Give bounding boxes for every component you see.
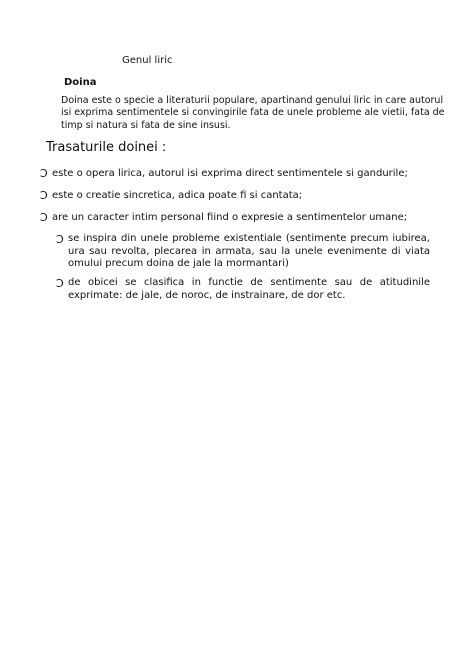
sub-list-line: se inspira din unele probleme existentiale (sentimente precum iubirea, bbox=[68, 233, 430, 244]
sub-list-line: ura sau revolta, plecarea in armata, sau la unele evenimente di viata bbox=[68, 245, 430, 257]
sub-list-item bbox=[56, 277, 430, 302]
section-heading: Trasaturile doinei : bbox=[46, 140, 167, 155]
bullet-icon: Ɔ bbox=[56, 233, 64, 246]
intro-line: timp si natura si fata de sine insusi. bbox=[61, 119, 231, 131]
bullet-icon: Ɔ bbox=[40, 189, 48, 202]
bullet-icon: Ɔ bbox=[56, 277, 64, 290]
list-item-text: este o creatie sincretica, adica poate fi si cantata; bbox=[52, 190, 303, 201]
list-item bbox=[40, 211, 407, 224]
list-item bbox=[40, 167, 408, 180]
bullet-icon: Ɔ bbox=[40, 167, 48, 180]
intro-line: Doina este o specie a literaturii populare, apartinand genului liric in care autorul bbox=[61, 95, 444, 106]
intro-line: isi exprima sentimentele si convingirile fata de unele probleme ale vietii, fata de bbox=[61, 107, 445, 119]
intro-paragraph bbox=[61, 95, 445, 132]
bullet-icon: Ɔ bbox=[40, 211, 48, 224]
sub-list-line: de obicei se clasifica in functie de sentimente sau de atitudinile bbox=[68, 277, 430, 288]
document-subtitle: Doina bbox=[64, 77, 97, 88]
sub-list-item-text bbox=[68, 233, 430, 271]
list-item-text: are un caracter intim personal fiind o expresie a sentimentelor umane; bbox=[52, 212, 408, 223]
sub-list-item-text bbox=[68, 277, 430, 302]
sub-list-line: exprimate: de jale, de noroc, de instrainare, de dor etc. bbox=[68, 289, 346, 301]
sub-list-line: omului precum doina de jale la mormantari) bbox=[68, 258, 289, 270]
list-item bbox=[40, 189, 302, 202]
sub-list-item bbox=[56, 233, 430, 271]
document-title: Genul liric bbox=[122, 55, 173, 66]
list-item-text: este o opera lirica, autorul isi exprima direct sentimentele si gandurile; bbox=[52, 168, 408, 179]
